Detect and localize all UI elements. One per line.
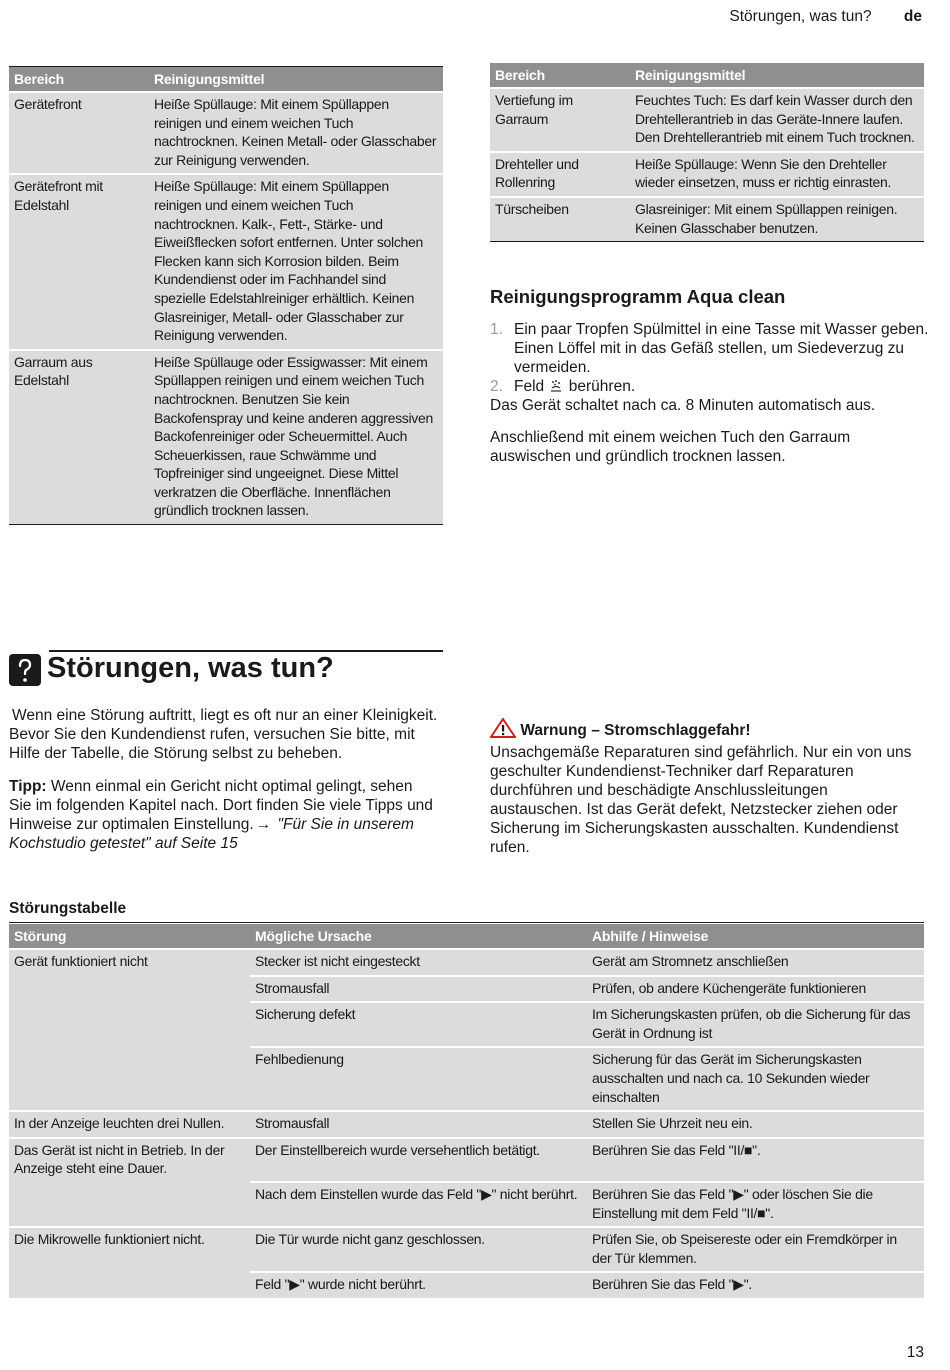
cleaning-table-left (9, 67, 443, 524)
step-text-a: Feld (514, 378, 545, 395)
fault-table-title: Störungstabelle (9, 900, 127, 917)
tip-label: Tipp: (9, 778, 47, 795)
table-row (9, 1182, 924, 1227)
step-text-b: berühren. (568, 378, 636, 395)
table-cell: Der Einstellbereich wurde versehentlich betätigt. (250, 1138, 587, 1182)
warning-title: Warnung – Stromschlaggefahr! (520, 722, 751, 739)
language-tag: de (903, 8, 922, 25)
table-cell: Im Sicherungskasten prüfen, ob die Sicherung für das Gerät in Ordnung ist (587, 1002, 924, 1047)
step-text (514, 377, 635, 396)
table-row (9, 174, 443, 349)
step-number: 1. (490, 321, 503, 338)
table-cell: Gerät funktioniert nicht (9, 949, 250, 976)
step-text: Ein paar Tropfen Spülmittel in eine Tasse mit Wasser geben. Einen Löffel mit in das Gefäß stellen, um Siedeverzug zu vermeiden. (514, 321, 929, 376)
table-cell: Fehlbedienung (250, 1047, 587, 1111)
table-header: Störung (9, 924, 250, 949)
table-cell: In der Anzeige leuchten drei Nullen. (9, 1111, 250, 1138)
cleaning-table-left-wrap (9, 66, 443, 525)
tip-reference-link[interactable]: "Für Sie in unserem Kochstudio getestet" auf Seite 15 (9, 816, 414, 852)
table-row (9, 1111, 924, 1138)
aqua-clean-icon (549, 378, 563, 391)
aqua-clean-heading: Reinigungsprogramm Aqua clean (490, 286, 786, 307)
table-cell: Stecker ist nicht eingesteckt (250, 949, 587, 976)
table-cell: Prüfen Sie, ob Speisereste oder ein Fremdkörper in der Tür klemmen. (587, 1227, 924, 1272)
table-cell: Berühren Sie das Feld "▶" oder löschen Sie die Einstellung mit dem Feld "II/■". (587, 1182, 924, 1227)
table-cell: Sicherung für das Gerät im Sicherungskasten ausschalten und nach ca. 10 Sekunden wieder einschalten (587, 1047, 924, 1111)
aqua-after: Anschließend mit einem weichen Tuch den Garraum auswischen und gründlich trocknen lassen. (490, 429, 851, 465)
table-cell-empty (9, 1272, 250, 1298)
step-number: 2. (490, 378, 503, 395)
table-cell: Heiße Spüllauge: Wenn Sie den Drehteller wieder einsetzen, muss er richtig einrasten. (630, 152, 924, 197)
table-cell: Stromausfall (250, 976, 587, 1003)
fault-table-wrap (9, 900, 924, 1298)
table-row (9, 976, 924, 1003)
table-cell: Stromausfall (250, 1111, 587, 1138)
table-cell: Die Tür wurde nicht ganz geschlossen. (250, 1227, 587, 1272)
table-row (9, 1047, 924, 1111)
table-cell: Feuchtes Tuch: Es darf kein Wasser durch den Drehtellerantrieb in das Geräte-Innere laufen. Den Drehtellerantrieb mit einem Tuch trocknen. (630, 88, 924, 152)
table-row (490, 197, 924, 241)
table-cell: Feld "▶" wurde nicht berührt. (250, 1272, 587, 1298)
table-header: Reinigungsmittel (149, 67, 443, 92)
table-cell-empty (9, 1182, 250, 1227)
table-cell: Gerät am Stromnetz anschließen (587, 949, 924, 976)
table-cell-empty (9, 1047, 250, 1111)
cleaning-table-right (490, 63, 924, 241)
table-cell: Gerätefront mit Edelstahl (9, 174, 149, 349)
table-header: Bereich (490, 63, 630, 88)
table-cell-empty (9, 1002, 250, 1047)
table-row (490, 152, 924, 197)
warning-text: Unsachgemäße Reparaturen sind gefährlich. Nur ein von uns geschulter Kundendienst-Techniker darf Reparaturen durchführen und beschädigte Anschlussleitungen austauschen. Ist das Gerät defekt, Netzstecker ziehen oder Sicherung im Sicherungskasten ausschalten. Kundendienst rufen. (490, 744, 912, 856)
warning-block (490, 718, 922, 857)
table-row (9, 949, 924, 976)
table-cell: Heiße Spüllauge: Mit einem Spüllappen reinigen und einem weichen Tuch nachtrocknen. Keinen Metall- oder Glasschaber zur Reinigung verwenden. (149, 92, 443, 174)
table-row (9, 1272, 924, 1298)
running-header (729, 8, 922, 26)
intro-text: Wenn eine Störung auftritt, liegt es oft nur an einer Kleinigkeit. Bevor Sie den Kundendienst rufen, versuchen Sie bitte, mit Hilfe der Tabelle, die Störung selbst zu beheben. (9, 707, 438, 762)
table-cell-empty (9, 976, 250, 1003)
section-title: Störungen, was tun? (47, 652, 334, 684)
tip-paragraph (9, 777, 439, 853)
table-cell: Türscheiben (490, 197, 630, 241)
table-cell: Drehteller und Rollenring (490, 152, 630, 197)
table-row (9, 1227, 924, 1272)
warning-title-row (490, 718, 922, 743)
table-row (9, 92, 443, 174)
running-header-section: Störungen, was tun? (729, 8, 872, 25)
table-header: Abhilfe / Hinweise (587, 924, 924, 949)
table-row (490, 88, 924, 152)
table-header: Reinigungsmittel (630, 63, 924, 88)
table-cell: Berühren Sie das Feld "▶". (587, 1272, 924, 1298)
fault-table (9, 924, 924, 1298)
tip-text: Wenn einmal ein Gericht nicht optimal gelingt, sehen Sie im folgenden Kapitel nach. Dort finden Sie viele Tipps und Hinweise zur optimalen Einstellung. (9, 778, 433, 833)
table-cell: Heiße Spüllauge oder Essigwasser: Mit einem Spüllappen reinigen und einem weichen Tuch nachtrocknen. Benutzen Sie kein Backofenspray und keine anderen aggressiven Backofenreiniger oder Scheuermittel. Auch Scheuerkissen, raue Schwämme und Topfreiniger sind ungeeignet. Diese Mittel verkratzen die Oberfläche. Innenflächen gründlich trocknen lassen. (149, 350, 443, 524)
aqua-step-1 (490, 320, 930, 377)
intro-block (9, 706, 439, 853)
table-cell: Berühren Sie das Feld "II/■". (587, 1138, 924, 1182)
arrow-icon: → (255, 816, 272, 833)
page-number: 13 (906, 1344, 924, 1361)
table-cell: Sicherung defekt (250, 1002, 587, 1047)
table-cell: Gerätefront (9, 92, 149, 174)
table-cell: Das Gerät ist nicht in Betrieb. In der Anzeige steht eine Dauer. (9, 1138, 250, 1182)
help-icon (9, 654, 41, 686)
table-cell: Prüfen, ob andere Küchengeräte funktionieren (587, 976, 924, 1003)
table-cell: Nach dem Einstellen wurde das Feld "▶" nicht berührt. (250, 1182, 587, 1227)
aqua-step-2 (490, 377, 930, 396)
table-cell: Vertiefung im Garraum (490, 88, 630, 152)
table-row (9, 1138, 924, 1182)
table-header: Mögliche Ursache (250, 924, 587, 949)
warning-triangle-icon (490, 718, 516, 743)
cleaning-table-right-wrap (490, 63, 924, 242)
aqua-result: Das Gerät schaltet nach ca. 8 Minuten automatisch aus. (490, 397, 876, 414)
table-cell: Stellen Sie Uhrzeit neu ein. (587, 1111, 924, 1138)
table-cell: Heiße Spüllauge: Mit einem Spüllappen reinigen und einem weichen Tuch nachtrocknen. Kalk-, Fett-, Stärke- und Eiweißflecken sofort entfernen. Unter solchen Flecken kann sich Korrosion bilden. Beim Kundendienst oder im Fachhandel sind spezielle Edelstahlreiniger erhältlich. Keinen Glasreiniger, Metall- oder Glasschaber zur Reinigung verwenden. (149, 174, 443, 349)
table-cell: Garraum aus Edelstahl (9, 350, 149, 524)
table-cell: Die Mikrowelle funktioniert nicht. (9, 1227, 250, 1272)
table-header: Bereich (9, 67, 149, 92)
table-row (9, 350, 443, 524)
table-row (9, 1002, 924, 1047)
aqua-clean-section (490, 286, 930, 466)
table-cell: Glasreiniger: Mit einem Spüllappen reinigen. Keinen Glasschaber benutzen. (630, 197, 924, 241)
